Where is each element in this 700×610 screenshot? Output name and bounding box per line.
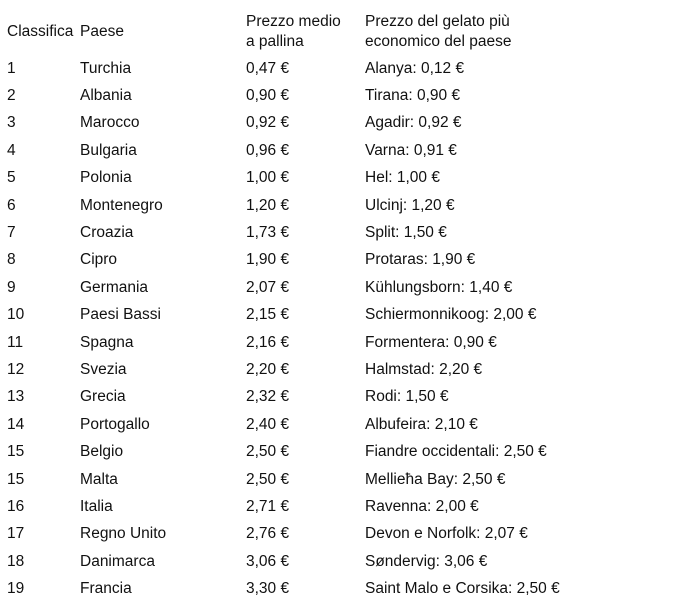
cell-cheapest-price: Fiandre occidentali: 2,50 €	[365, 443, 547, 461]
header-cheapest-price-line2: economico del paese	[365, 32, 512, 50]
table-row	[7, 165, 665, 192]
cell-cheapest-price: Alanya: 0,12 €	[365, 59, 465, 77]
cell-country: Spagna	[80, 333, 134, 351]
cell-country: Germania	[80, 278, 149, 296]
cell-cheapest-price: Agadir: 0,92 €	[365, 114, 462, 132]
cell-average-price: 0,47 €	[246, 59, 290, 77]
cell-cheapest-price: Protaras: 1,90 €	[365, 251, 476, 269]
cell-cheapest-price: Hel: 1,00 €	[365, 169, 440, 187]
cell-country: Cipro	[80, 251, 118, 269]
cell-rank: 6	[7, 196, 16, 214]
cell-cheapest-price: Ulcinj: 1,20 €	[365, 196, 455, 214]
table-row	[7, 356, 665, 383]
cell-rank: 15	[7, 443, 25, 461]
cell-average-price: 2,16 €	[246, 333, 290, 351]
cell-rank: 17	[7, 525, 25, 543]
cell-country: Montenegro	[80, 196, 163, 214]
cell-cheapest-price: Devon e Norfolk: 2,07 €	[365, 525, 528, 543]
cell-cheapest-price: Tirana: 0,90 €	[365, 87, 461, 105]
cell-rank: 16	[7, 497, 25, 515]
cell-cheapest-price: Søndervig: 3,06 €	[365, 552, 488, 570]
cell-average-price: 2,15 €	[246, 306, 290, 324]
table-row	[7, 82, 665, 109]
cell-rank: 11	[7, 333, 24, 351]
cell-average-price: 2,32 €	[246, 388, 290, 406]
cell-country: Polonia	[80, 169, 132, 187]
header-row	[7, 8, 665, 55]
header-country: Paese	[80, 22, 124, 40]
cell-rank: 13	[7, 388, 25, 406]
cell-rank: 15	[7, 470, 25, 488]
table-body	[7, 55, 665, 603]
header-average-price	[246, 8, 365, 55]
table-row	[7, 137, 665, 164]
cell-cheapest-price: Formentera: 0,90 €	[365, 333, 497, 351]
cell-average-price: 3,30 €	[246, 580, 290, 598]
cell-rank: 8	[7, 251, 16, 269]
ranking-table	[7, 8, 665, 603]
cell-average-price: 0,90 €	[246, 87, 290, 105]
cell-cheapest-price: Halmstad: 2,20 €	[365, 360, 483, 378]
table-header	[7, 8, 665, 55]
cell-average-price: 2,71 €	[246, 497, 290, 515]
cell-average-price: 1,00 €	[246, 169, 290, 187]
cell-average-price: 2,20 €	[246, 360, 290, 378]
table-row	[7, 575, 665, 602]
header-cheapest-price-line1: Prezzo del gelato più	[365, 12, 510, 30]
cell-country: Malta	[80, 470, 118, 488]
table-row	[7, 219, 665, 246]
header-cheapest-price	[365, 8, 665, 55]
cell-country: Svezia	[80, 360, 127, 378]
cell-average-price: 3,06 €	[246, 552, 290, 570]
cell-average-price: 1,20 €	[246, 196, 290, 214]
table-row	[7, 466, 665, 493]
cell-country: Turchia	[80, 59, 132, 77]
header-average-price-line1: Prezzo medio	[246, 12, 341, 30]
cell-cheapest-price: Mellieħa Bay: 2,50 €	[365, 470, 506, 488]
cell-rank: 9	[7, 278, 16, 296]
cell-country: Marocco	[80, 114, 140, 132]
cell-average-price: 2,50 €	[246, 470, 290, 488]
cell-rank: 10	[7, 306, 25, 324]
cell-country: Belgio	[80, 443, 124, 461]
cell-country: Francia	[80, 580, 132, 598]
cell-average-price: 1,73 €	[246, 224, 290, 242]
table-row	[7, 493, 665, 520]
cell-country: Paesi Bassi	[80, 306, 161, 324]
cell-rank: 2	[7, 87, 16, 105]
cell-country: Portogallo	[80, 415, 150, 433]
table-row	[7, 438, 665, 465]
cell-cheapest-price: Split: 1,50 €	[365, 224, 447, 242]
table-row	[7, 384, 665, 411]
cell-rank: 19	[7, 580, 25, 598]
table-row	[7, 110, 665, 137]
table-row	[7, 521, 665, 548]
header-average-price-line2: a pallina	[246, 32, 304, 50]
table-row	[7, 55, 665, 82]
cell-rank: 1	[7, 59, 16, 77]
cell-average-price: 0,96 €	[246, 141, 290, 159]
cell-country: Italia	[80, 497, 113, 515]
cell-cheapest-price: Varna: 0,91 €	[365, 141, 457, 159]
cell-average-price: 0,92 €	[246, 114, 290, 132]
cell-country: Danimarca	[80, 552, 155, 570]
cell-rank: 14	[7, 415, 25, 433]
table-row	[7, 274, 665, 301]
cell-rank: 5	[7, 169, 16, 187]
cell-cheapest-price: Ravenna: 2,00 €	[365, 497, 479, 515]
cell-rank: 4	[7, 141, 16, 159]
table-row	[7, 548, 665, 575]
cell-cheapest-price: Rodi: 1,50 €	[365, 388, 449, 406]
table-row	[7, 329, 665, 356]
cell-average-price: 2,76 €	[246, 525, 290, 543]
cell-country: Bulgaria	[80, 141, 137, 159]
cell-average-price: 1,90 €	[246, 251, 290, 269]
table-row	[7, 302, 665, 329]
cell-average-price: 2,50 €	[246, 443, 290, 461]
cell-rank: 3	[7, 114, 16, 132]
cell-rank: 18	[7, 552, 25, 570]
cell-country: Grecia	[80, 388, 126, 406]
table-row	[7, 411, 665, 438]
cell-cheapest-price: Albufeira: 2,10 €	[365, 415, 478, 433]
cell-country: Albania	[80, 87, 132, 105]
table-row	[7, 192, 665, 219]
cell-cheapest-price: Kühlungsborn: 1,40 €	[365, 278, 513, 296]
cell-rank: 12	[7, 360, 25, 378]
cell-country: Croazia	[80, 224, 134, 242]
cell-cheapest-price: Saint Malo e Corsika: 2,50 €	[365, 580, 560, 598]
cell-country: Regno Unito	[80, 525, 167, 543]
cell-rank: 7	[7, 224, 16, 242]
cell-cheapest-price: Schiermonnikoog: 2,00 €	[365, 306, 537, 324]
header-rank: Classifica	[7, 22, 74, 40]
table-row	[7, 247, 665, 274]
cell-average-price: 2,07 €	[246, 278, 290, 296]
cell-average-price: 2,40 €	[246, 415, 290, 433]
